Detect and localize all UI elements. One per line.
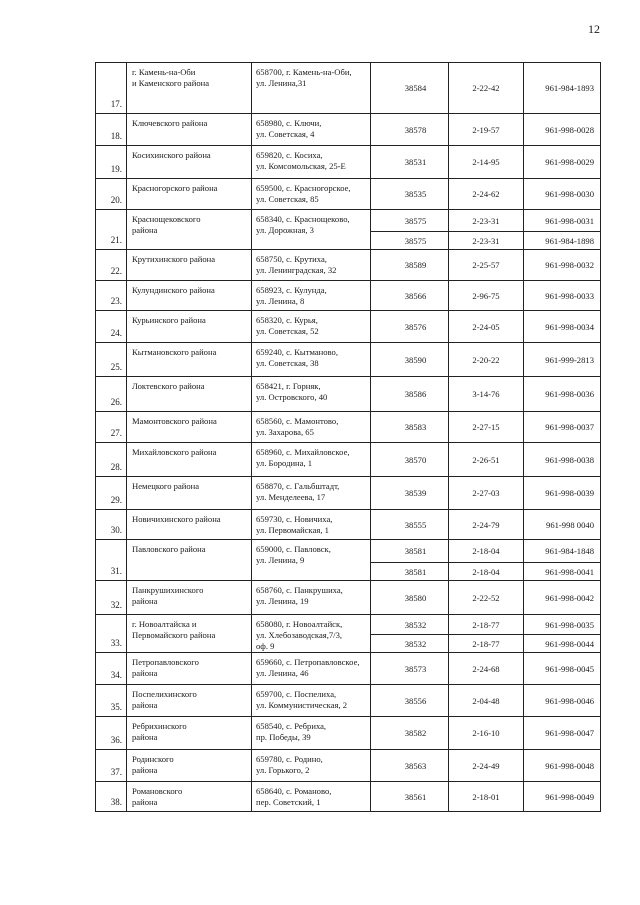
row-number: 35. [96,685,127,717]
address-line: 658640, с. Романово, [256,786,332,796]
area-code: 38590 [371,343,449,377]
office-name [127,250,252,281]
mobile-number: 961-998-0045 [524,653,601,685]
table-row [96,540,601,563]
address-line: 658540, с. Ребриха, [256,721,327,731]
phone-number: 2-25-57 [449,250,524,281]
office-name [127,443,252,477]
address-line: 659730, с. Новичиха, [256,514,333,524]
office-address [252,782,371,812]
mobile-number: 961-984-1848 [524,540,601,563]
office-name-line: Мамонтовского района [132,416,217,426]
area-code: 38539 [371,477,449,510]
phone-number: 2-24-05 [449,311,524,343]
office-address [252,750,371,782]
address-line: ул. Дорожная, 3 [256,225,314,235]
row-number: 34. [96,653,127,685]
office-name-line: Ребрихинского [132,721,187,731]
area-code: 38566 [371,281,449,311]
phone-number: 2-18-04 [449,540,524,563]
mobile-number: 961-999-2813 [524,343,601,377]
table-row [96,63,601,114]
area-code: 38584 [371,63,449,114]
row-number: 37. [96,750,127,782]
area-code: 38580 [371,581,449,615]
address-line: 659780, с. Родино, [256,754,323,764]
area-code: 38581 [371,563,449,581]
table-row [96,653,601,685]
office-address [252,281,371,311]
row-number: 18. [96,114,127,146]
address-line: 659700, с. Поспелиха, [256,689,337,699]
office-address [252,114,371,146]
mobile-number: 961-998-0044 [524,635,601,653]
office-name-line: Панкрушихинского [132,585,204,595]
address-line: 659000, с. Павловск, [256,544,331,554]
office-name [127,210,252,250]
office-name [127,653,252,685]
office-name-line: района [132,700,158,710]
mobile-number: 961-998-0031 [524,210,601,232]
area-code: 38531 [371,146,449,179]
area-code: 38583 [371,412,449,443]
mobile-number: 961-984-1898 [524,232,601,250]
office-name-line: Кулундинского района [132,285,215,295]
office-name [127,540,252,581]
address-line: ул. Ленина, 9 [256,555,305,565]
phone-number: 2-23-31 [449,210,524,232]
office-name-line: г. Камень-на-Оби [132,67,196,77]
row-number: 31. [96,540,127,581]
phone-number: 2-24-79 [449,510,524,540]
phone-number: 3-14-76 [449,377,524,412]
office-name [127,63,252,114]
office-name-line: Павловского района [132,544,206,554]
office-address [252,477,371,510]
office-name-line: Краснощековского [132,214,201,224]
mobile-number: 961-998-0037 [524,412,601,443]
office-name-line: Родинского [132,754,174,764]
table-row [96,377,601,412]
row-number: 20. [96,179,127,210]
table-row [96,250,601,281]
row-number: 28. [96,443,127,477]
row-number: 23. [96,281,127,311]
table-row [96,179,601,210]
address-line: 659660, с. Петропавловское, [256,657,360,667]
office-name [127,179,252,210]
row-number: 32. [96,581,127,615]
office-name-line: г. Новоалтайска и [132,619,197,629]
mobile-number: 961-998-0038 [524,443,601,477]
mobile-number: 961-998-0034 [524,311,601,343]
row-number: 38. [96,782,127,812]
office-name-line: района [132,225,158,235]
office-name [127,146,252,179]
address-line: ул. Ленина,31 [256,78,307,88]
table-row [96,311,601,343]
office-name [127,377,252,412]
area-code: 38582 [371,717,449,750]
address-line: 658560, с. Мамонтово, [256,416,339,426]
address-line: 658750, с. Крутиха, [256,254,327,264]
address-line: 658320, с. Курья, [256,315,318,325]
office-name-line: Немецкого района [132,481,200,491]
phone-number: 2-24-68 [449,653,524,685]
phone-number: 2-20-22 [449,343,524,377]
office-name [127,750,252,782]
office-address [252,377,371,412]
table-row [96,281,601,311]
address-line: 659820, с. Косиха, [256,150,323,160]
mobile-number: 961-998-0047 [524,717,601,750]
mobile-number: 961-998-0048 [524,750,601,782]
office-address [252,581,371,615]
area-code: 38532 [371,635,449,653]
table-row [96,685,601,717]
area-code: 38556 [371,685,449,717]
address-line: ул. Захарова, 65 [256,427,314,437]
address-line: 659500, с. Красногорское, [256,183,351,193]
office-name [127,412,252,443]
row-number: 29. [96,477,127,510]
mobile-number: 961-998-0029 [524,146,601,179]
office-name [127,782,252,812]
office-address [252,250,371,281]
address-line: ул. Советская, 85 [256,194,319,204]
office-name [127,343,252,377]
page-number: 12 [588,22,600,36]
office-name-line: Кытмановского района [132,347,217,357]
table-row [96,717,601,750]
office-address [252,146,371,179]
office-address [252,179,371,210]
mobile-number: 961-998-0030 [524,179,601,210]
address-line: ул. Советская, 38 [256,358,319,368]
phone-number: 2-18-77 [449,615,524,635]
mobile-number: 961-998-0042 [524,581,601,615]
mobile-number: 961-998-0033 [524,281,601,311]
phone-number: 2-19-57 [449,114,524,146]
address-line: ул. Ленина, 46 [256,668,309,678]
office-name-line: Ключевского района [132,118,208,128]
address-line: 659240, с. Кытманово, [256,347,338,357]
office-name-line: района [132,797,158,807]
address-line: 658870, с. Гальбштадт, [256,481,340,491]
office-name [127,510,252,540]
office-name [127,311,252,343]
area-code: 38578 [371,114,449,146]
area-code: 38576 [371,311,449,343]
office-address [252,653,371,685]
phone-number: 2-24-62 [449,179,524,210]
office-name-line: района [132,765,158,775]
phone-number: 2-24-49 [449,750,524,782]
office-name [127,685,252,717]
address-line: ул. Островского, 40 [256,392,328,402]
row-number: 27. [96,412,127,443]
table-row [96,750,601,782]
table-row [96,477,601,510]
address-line: 658080, г. Новоалтайск, [256,619,343,629]
mobile-number: 961-998-0039 [524,477,601,510]
office-name-line: Романовского [132,786,183,796]
office-name-line: района [132,668,158,678]
row-number: 17. [96,63,127,114]
address-line: 658980, с. Ключи, [256,118,322,128]
row-number: 33. [96,615,127,653]
area-code: 38570 [371,443,449,477]
phone-number: 2-27-03 [449,477,524,510]
area-code: 38561 [371,782,449,812]
area-code: 38555 [371,510,449,540]
address-line: ул. Горького, 2 [256,765,310,775]
row-number: 26. [96,377,127,412]
row-number: 21. [96,210,127,250]
office-name [127,581,252,615]
office-address [252,717,371,750]
area-code: 38575 [371,232,449,250]
row-number: 19. [96,146,127,179]
area-code: 38575 [371,210,449,232]
table-row [96,343,601,377]
office-address [252,412,371,443]
office-name [127,615,252,653]
address-line: ул. Хлебозаводская,7/3, [256,630,343,640]
phone-number: 2-27-15 [449,412,524,443]
phone-number: 2-22-42 [449,63,524,114]
office-name [127,114,252,146]
table-row [96,146,601,179]
address-line: ул. Советская, 52 [256,326,319,336]
office-name-line: района [132,596,158,606]
row-number: 30. [96,510,127,540]
office-address [252,343,371,377]
table-row [96,510,601,540]
area-code: 38589 [371,250,449,281]
office-name [127,281,252,311]
table-row [96,443,601,477]
row-number: 25. [96,343,127,377]
mobile-number: 961-998-0036 [524,377,601,412]
mobile-number: 961-998-0041 [524,563,601,581]
mobile-number: 961-998-0049 [524,782,601,812]
office-name-line: Крутихинского района [132,254,216,264]
area-code: 38573 [371,653,449,685]
address-line: 658421, г. Горняк, [256,381,321,391]
office-address [252,210,371,250]
phone-number: 2-23-31 [449,232,524,250]
row-number: 36. [96,717,127,750]
address-line: ул. Ленинградская, 32 [256,265,337,275]
office-name-line: Петропавловского [132,657,199,667]
office-name-line: Локтевского района [132,381,205,391]
phone-number: 2-18-04 [449,563,524,581]
area-code: 38586 [371,377,449,412]
office-address [252,510,371,540]
address-line: ул. Менделеева, 17 [256,492,326,502]
phone-number: 2-96-75 [449,281,524,311]
office-name-line: Первомайского района [132,630,216,640]
address-line: ул. Первомайская, 1 [256,525,329,535]
phone-number: 2-22-52 [449,581,524,615]
office-name-line: Курьинского района [132,315,206,325]
table-row [96,412,601,443]
office-name-line: Новичихинского района [132,514,221,524]
office-table [95,62,601,812]
address-line: 658923, с. Кулунда, [256,285,327,295]
row-number: 24. [96,311,127,343]
address-line: ул. Комсомольская, 25-Е [256,161,346,171]
address-line: 658340, с. Краснощеково, [256,214,350,224]
mobile-number: 961-998-0035 [524,615,601,635]
office-name-line: и Каменского района [132,78,210,88]
office-name-line: Поспелихинского [132,689,197,699]
area-code: 38535 [371,179,449,210]
office-address [252,615,371,653]
office-address [252,443,371,477]
address-line: ул. Бородина, 1 [256,458,313,468]
office-address [252,311,371,343]
row-number: 22. [96,250,127,281]
area-code: 38532 [371,615,449,635]
table-row [96,581,601,615]
address-line: оф. 9 [256,641,275,651]
office-name-line: района [132,732,158,742]
address-line: ул. Ленина, 19 [256,596,309,606]
mobile-number: 961-998-0028 [524,114,601,146]
office-name-line: Михайловского района [132,447,217,457]
office-address [252,63,371,114]
address-line: ул. Советская, 4 [256,129,315,139]
mobile-number: 961-998-0032 [524,250,601,281]
phone-number: 2-26-51 [449,443,524,477]
address-line: ул. Коммунистическая, 2 [256,700,348,710]
table-row [96,615,601,635]
table-row [96,210,601,232]
area-code: 38563 [371,750,449,782]
phone-number: 2-14-95 [449,146,524,179]
phone-number: 2-04-48 [449,685,524,717]
address-line: 658960, с. Михайловское, [256,447,350,457]
table-row [96,114,601,146]
office-name-line: Красногорского района [132,183,218,193]
table-row [96,782,601,812]
phone-number: 2-18-77 [449,635,524,653]
address-line: пер. Советский, 1 [256,797,321,807]
phone-number: 2-18-01 [449,782,524,812]
address-line: 658700, г. Камень-на-Оби, [256,67,352,77]
address-line: ул. Ленина, 8 [256,296,305,306]
mobile-number: 961-998 0040 [524,510,601,540]
area-code: 38581 [371,540,449,563]
address-line: 658760, с. Панкрушиха, [256,585,343,595]
phone-number: 2-16-10 [449,717,524,750]
office-address [252,540,371,581]
office-name [127,717,252,750]
mobile-number: 961-984-1893 [524,63,601,114]
mobile-number: 961-998-0046 [524,685,601,717]
office-address [252,685,371,717]
office-name [127,477,252,510]
address-line: пр. Победы, 39 [256,732,311,742]
office-name-line: Косихинского района [132,150,211,160]
